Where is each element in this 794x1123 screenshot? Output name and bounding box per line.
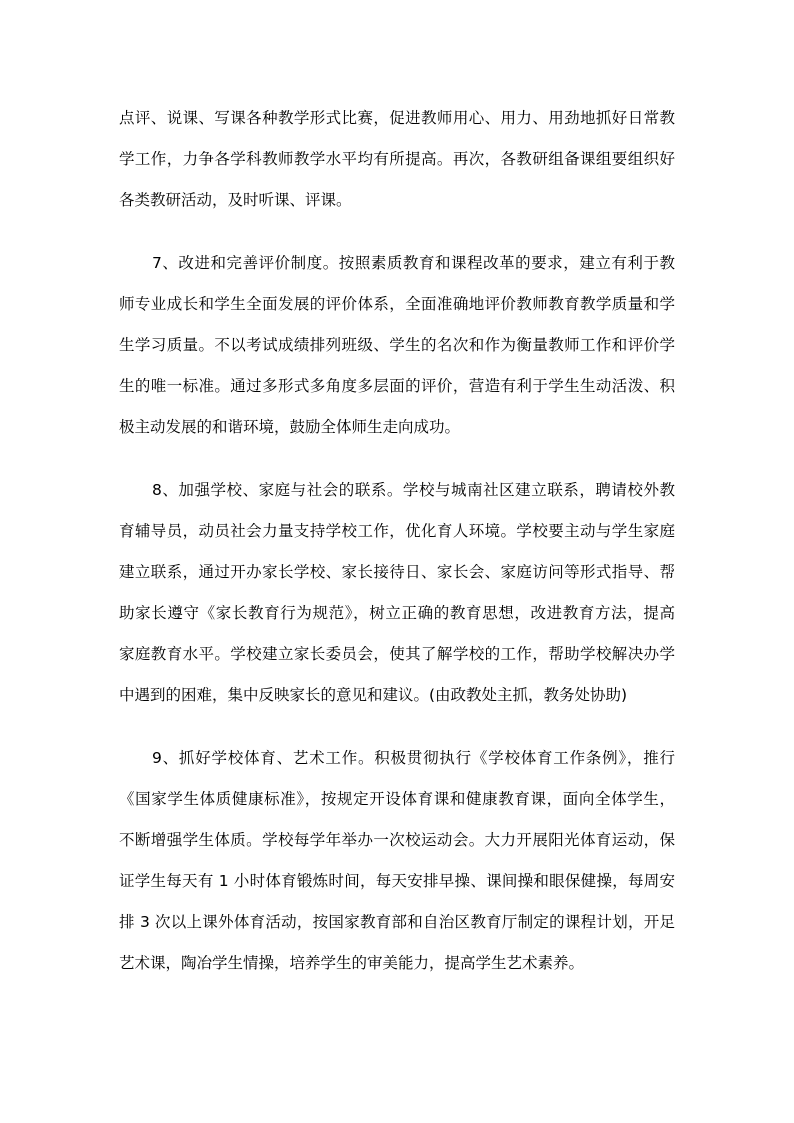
text-line: 家庭教育水平。学校建立家长委员会，使其了解学校的工作，帮助学校解决办学 bbox=[119, 645, 675, 663]
text-line: 极主动发展的和谐环境，鼓励全体师生走向成功。 bbox=[119, 418, 461, 436]
text-line: 师专业成长和学生全面发展的评价体系，全面准确地评价教师教育教学质量和学 bbox=[119, 295, 675, 313]
paragraph-continuation bbox=[119, 98, 675, 221]
text-line: 8、加强学校、家庭与社会的联系。学校与城南社区建立联系，聘请校外教 bbox=[152, 481, 675, 499]
text-line: 建立联系，通过开办家长学校、家长接待日、家长会、家庭访问等形式指导、帮 bbox=[119, 563, 675, 581]
text-line: 7、改进和完善评价制度。按照素质教育和课程改革的要求，建立有利于教 bbox=[152, 254, 675, 272]
text-line: 育辅导员，动员社会力量支持学校工作，优化育人环境。学校要主动与学生家庭 bbox=[119, 522, 675, 540]
text-line: 排 3 次以上课外体育活动，按国家教育部和自治区教育厅制定的课程计划，开足 bbox=[119, 913, 675, 931]
text-line: 助家长遵守《家长教育行为规范》，树立正确的教育思想，改进教育方法，提高 bbox=[119, 604, 675, 622]
paragraph-item-7 bbox=[119, 243, 675, 448]
text-line: 各类教研活动，及时听课、评课。 bbox=[119, 191, 352, 209]
text-line: 不断增强学生体质。学校每学年举办一次校运动会。大力开展阳光体育运动，保 bbox=[119, 831, 675, 849]
paragraph-item-9 bbox=[119, 738, 675, 984]
text-line: 艺术课，陶冶学生情操，培养学生的审美能力，提高学生艺术素养。 bbox=[119, 954, 585, 972]
text-line: 证学生每天有 1 小时体育锻炼时间，每天安排早操、课间操和眼保健操，每周安 bbox=[119, 872, 675, 890]
text-line: 学工作，力争各学科教师教学水平均有所提高。再次，各教研组备课组要组织好 bbox=[119, 150, 675, 168]
text-line: 《国家学生体质健康标准》，按规定开设体育课和健康教育课，面向全体学生， bbox=[119, 790, 675, 808]
text-line: 点评、说课、写课各种教学形式比赛，促进教师用心、用力、用劲地抓好日常教 bbox=[119, 109, 675, 127]
text-line: 中遇到的困难，集中反映家长的意见和建议。(由政教处主抓，教务处协助) bbox=[119, 686, 628, 704]
paragraph-item-8 bbox=[119, 470, 675, 716]
text-line: 生的唯一标准。通过多形式多角度多层面的评价，营造有利于学生生动活泼、积 bbox=[119, 377, 675, 395]
text-line: 生学习质量。不以考试成绩排列班级、学生的名次和作为衡量教师工作和评价学 bbox=[119, 336, 675, 354]
text-line: 9、抓好学校体育、艺术工作。积极贯彻执行《学校体育工作条例》，推行 bbox=[152, 749, 675, 767]
